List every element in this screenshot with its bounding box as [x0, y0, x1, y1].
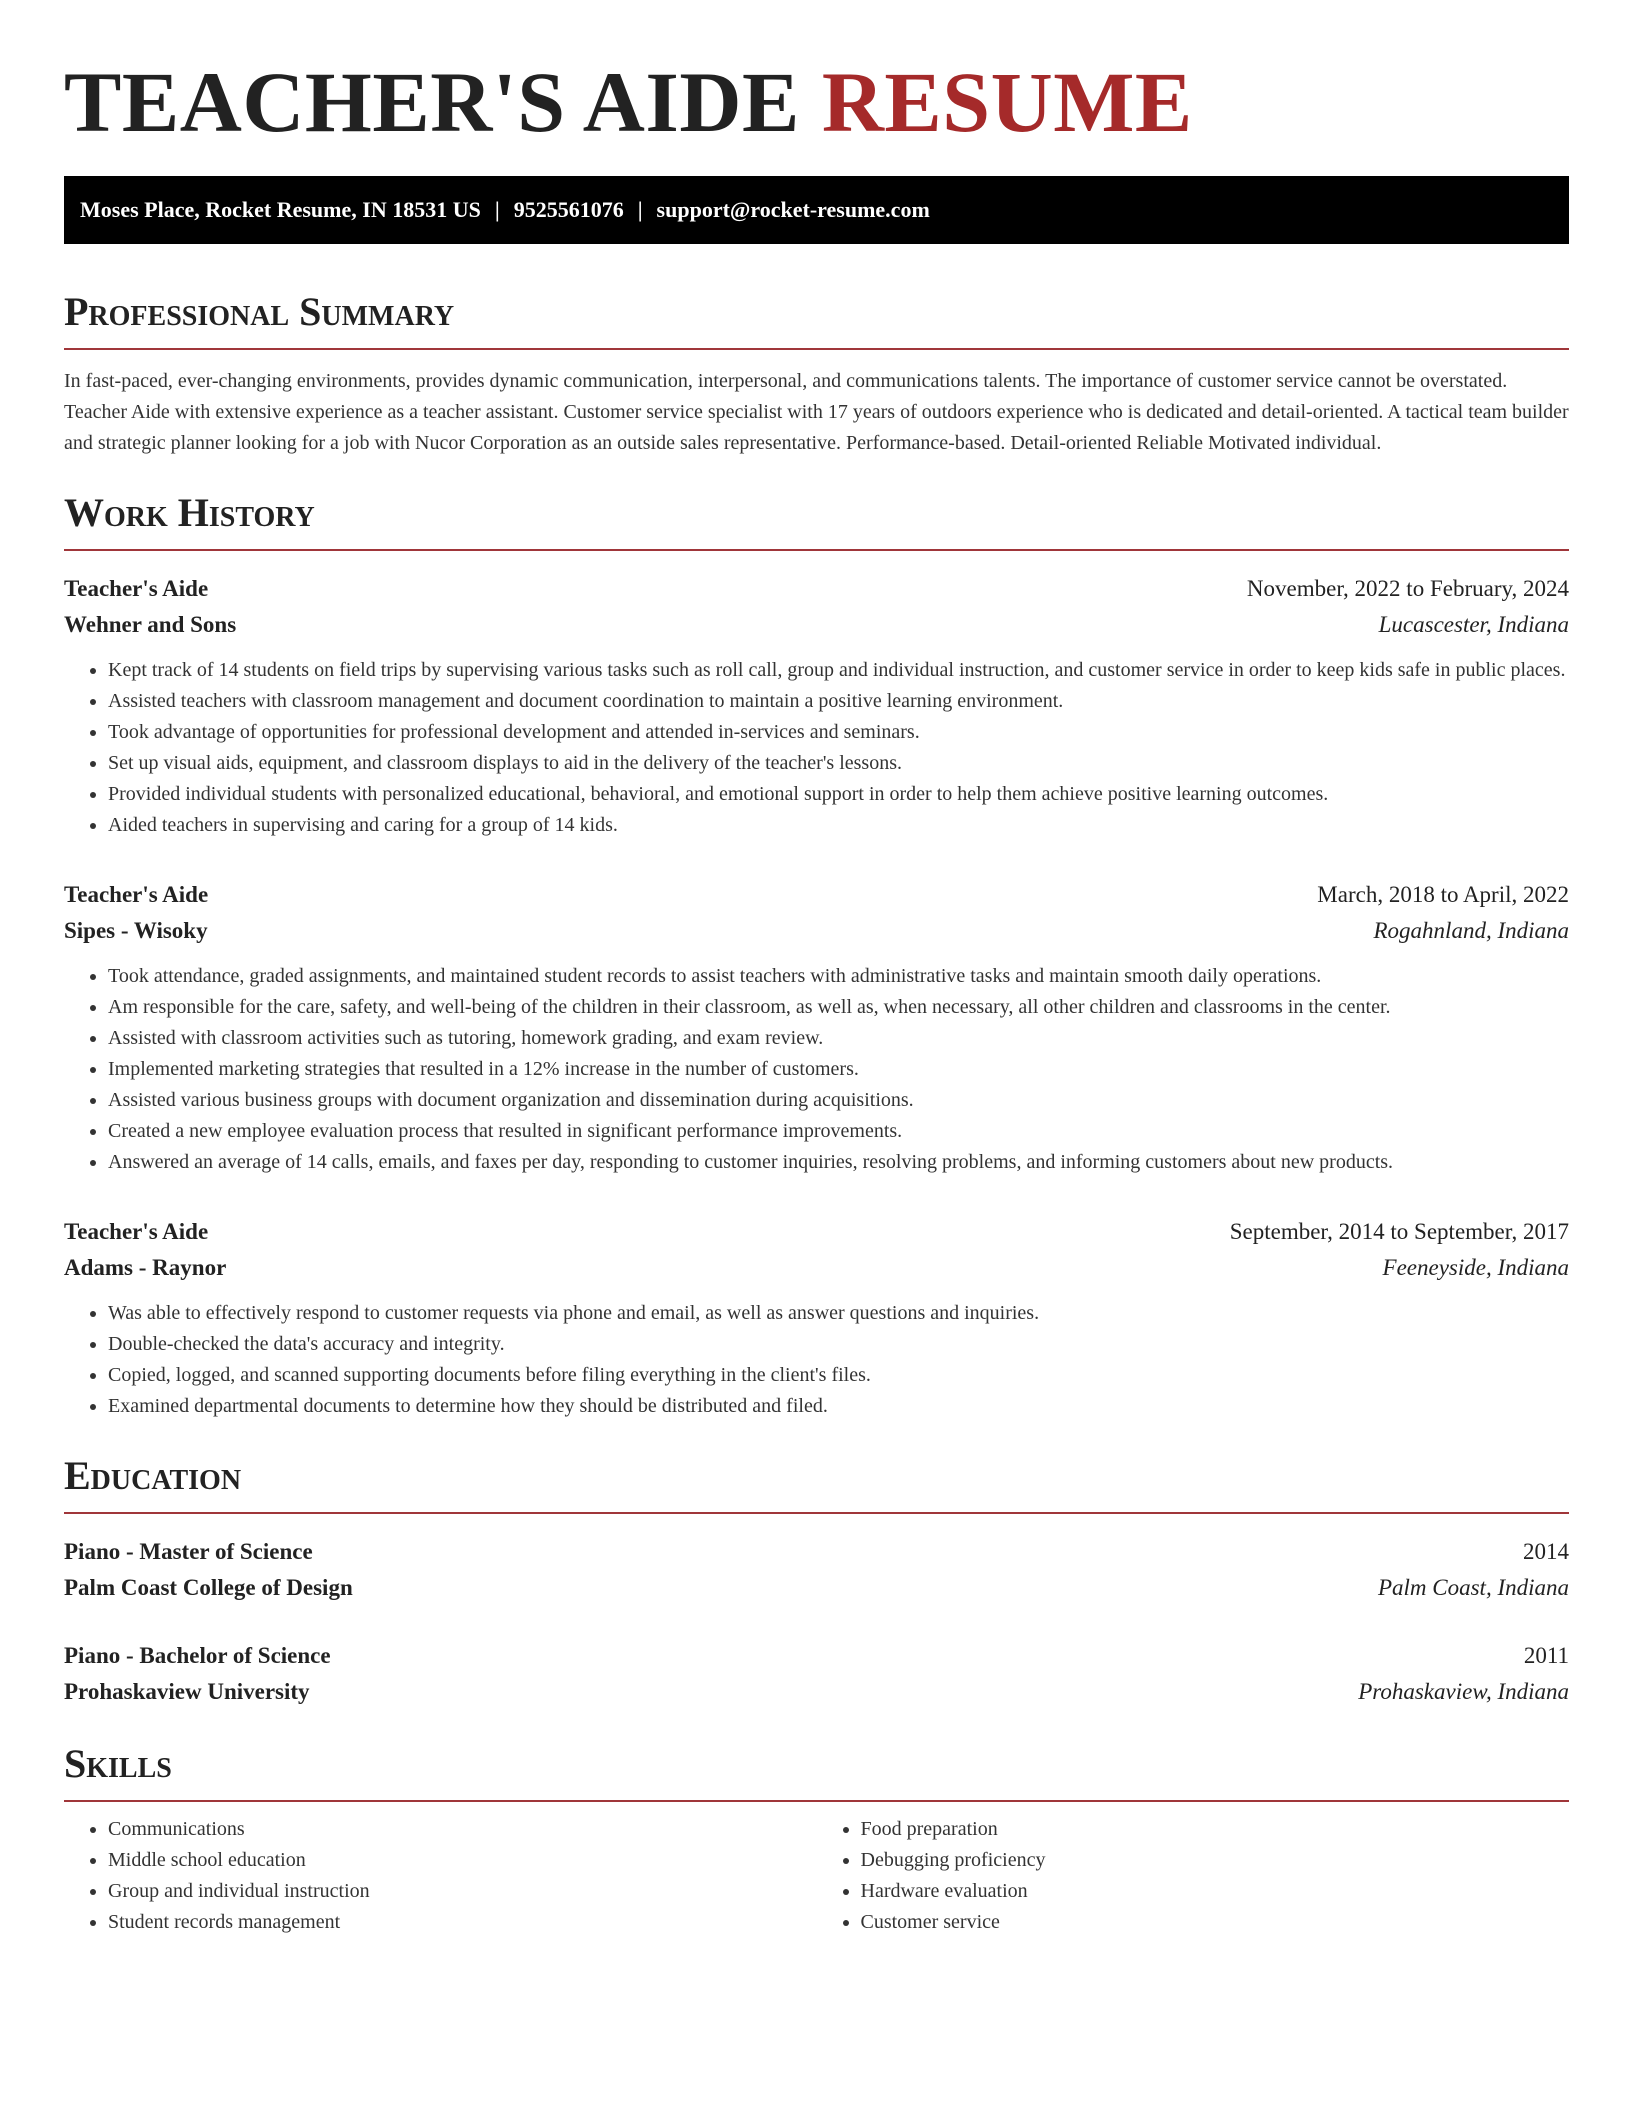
list-item: • Assisted teachers with classroom management and document coordination to maintain a positive learning environment. — [108, 686, 1569, 717]
skills-list — [64, 1814, 1569, 1938]
skills-heading: Skills — [64, 1740, 1569, 1802]
education-year: 2014 — [1523, 1539, 1569, 1564]
list-item: • Am responsible for the care, safety, and well-being of the children in their classroom, as well as, when necessary, all other children and classrooms in the center. — [108, 992, 1569, 1023]
job-dates: March, 2018 to April, 2022 — [1317, 882, 1569, 907]
contact-phone: 9525561076 — [513, 197, 624, 222]
job-location: Rogahnland, Indiana — [1373, 918, 1569, 943]
education-entry — [64, 1534, 1569, 1606]
list-item: • Provided individual students with personalized educational, behavioral, and emotional support in order to help them achieve positive learning outcomes. — [108, 779, 1569, 810]
job-dates: November, 2022 to February, 2024 — [1246, 576, 1569, 601]
education-location: Prohaskaview, Indiana — [1358, 1679, 1569, 1704]
summary-heading: Professional Summary — [64, 288, 1569, 350]
education-heading: Education — [64, 1452, 1569, 1514]
list-item: • Examined departmental documents to determine how they should be distributed and filed. — [108, 1391, 1569, 1422]
title-accent: RESUME — [821, 54, 1193, 150]
contact-bar — [64, 176, 1569, 244]
skill-item: • Debugging proficiency — [861, 1845, 1570, 1876]
list-item: • Kept track of 14 students on field trips by supervising various tasks such as roll call, group and individual instruction, and customer service in order to keep kids safe in public places. — [108, 655, 1569, 686]
job-company: Wehner and Sons — [64, 612, 237, 637]
skills-column-right — [817, 1814, 1570, 1938]
job-entry — [64, 571, 1569, 841]
summary-text: In fast-paced, ever-changing environments, provides dynamic communication, interpersonal, and communications talents. The importance of customer service cannot be overstated. Teacher Aide with extensive experience as a teacher assistant. Customer service specialist with 17 years of outdoors experience who is dedicated and detail-oriented. A tactical team builder and strategic planner looking for a job with Nucor Corporation as an outside sales representative. Performance-based. Detail-oriented Reliable Motivated individual. — [64, 370, 1569, 454]
skill-item: • Customer service — [861, 1907, 1570, 1938]
education-entry — [64, 1638, 1569, 1710]
job-title: Teacher's Aide — [64, 1219, 209, 1244]
list-item: • Aided teachers in supervising and caring for a group of 14 kids. — [108, 810, 1569, 841]
job-company: Sipes - Wisoky — [64, 918, 208, 943]
job-company: Adams - Raynor — [64, 1255, 227, 1280]
education-degree: Piano - Bachelor of Science — [64, 1643, 331, 1668]
skill-item: • Hardware evaluation — [861, 1876, 1570, 1907]
education-year: 2011 — [1523, 1643, 1569, 1668]
list-item: • Answered an average of 14 calls, emails, and faxes per day, responding to customer inquiries, resolving problems, and informing customers about new products. — [108, 1147, 1569, 1178]
job-bullets — [64, 1298, 1569, 1422]
list-item: • Copied, logged, and scanned supporting documents before filing everything in the client's files. — [108, 1360, 1569, 1391]
education-school: Palm Coast College of Design — [64, 1575, 353, 1600]
job-entry — [64, 877, 1569, 1178]
job-dates: September, 2014 to September, 2017 — [1229, 1219, 1569, 1244]
skills-column-left — [64, 1814, 817, 1938]
contact-separator: | — [494, 197, 500, 222]
skill-item: • Food preparation — [861, 1814, 1570, 1845]
education-degree: Piano - Master of Science — [64, 1539, 313, 1564]
work-history-heading: Work History — [64, 489, 1569, 551]
skill-item: • Student records management — [108, 1907, 817, 1938]
skill-item: • Group and individual instruction — [108, 1876, 817, 1907]
list-item: • Assisted with classroom activities such as tutoring, homework grading, and exam review. — [108, 1023, 1569, 1054]
contact-address: Moses Place, Rocket Resume, IN 18531 US — [80, 197, 481, 222]
list-item: • Created a new employee evaluation process that resulted in significant performance improvements. — [108, 1116, 1569, 1147]
skill-item: • Communications — [108, 1814, 817, 1845]
resume-title — [64, 52, 1569, 152]
education-location: Palm Coast, Indiana — [1377, 1575, 1569, 1600]
job-title: Teacher's Aide — [64, 882, 209, 907]
skill-item: • Middle school education — [108, 1845, 817, 1876]
list-item: • Implemented marketing strategies that resulted in a 12% increase in the number of customers. — [108, 1054, 1569, 1085]
education-school: Prohaskaview University — [64, 1679, 310, 1704]
job-location: Feeneyside, Indiana — [1382, 1255, 1569, 1280]
list-item: • Took attendance, graded assignments, and maintained student records to assist teachers with administrative tasks and maintain smooth daily operations. — [108, 961, 1569, 992]
job-title: Teacher's Aide — [64, 576, 209, 601]
list-item: • Was able to effectively respond to customer requests via phone and email, as well as answer questions and inquiries. — [108, 1298, 1569, 1329]
job-bullets — [64, 655, 1569, 841]
list-item: • Double-checked the data's accuracy and integrity. — [108, 1329, 1569, 1360]
job-bullets — [64, 961, 1569, 1178]
contact-email: support@rocket-resume.com — [656, 197, 930, 222]
title-main: TEACHER'S AIDE — [64, 54, 800, 150]
list-item: • Assisted various business groups with document organization and dissemination during acquisitions. — [108, 1085, 1569, 1116]
contact-separator: | — [637, 197, 643, 222]
job-location: Lucascester, Indiana — [1378, 612, 1569, 637]
list-item: • Took advantage of opportunities for professional development and attended in-services and seminars. — [108, 717, 1569, 748]
job-entry — [64, 1214, 1569, 1422]
list-item: • Set up visual aids, equipment, and classroom displays to aid in the delivery of the teacher's lessons. — [108, 748, 1569, 779]
